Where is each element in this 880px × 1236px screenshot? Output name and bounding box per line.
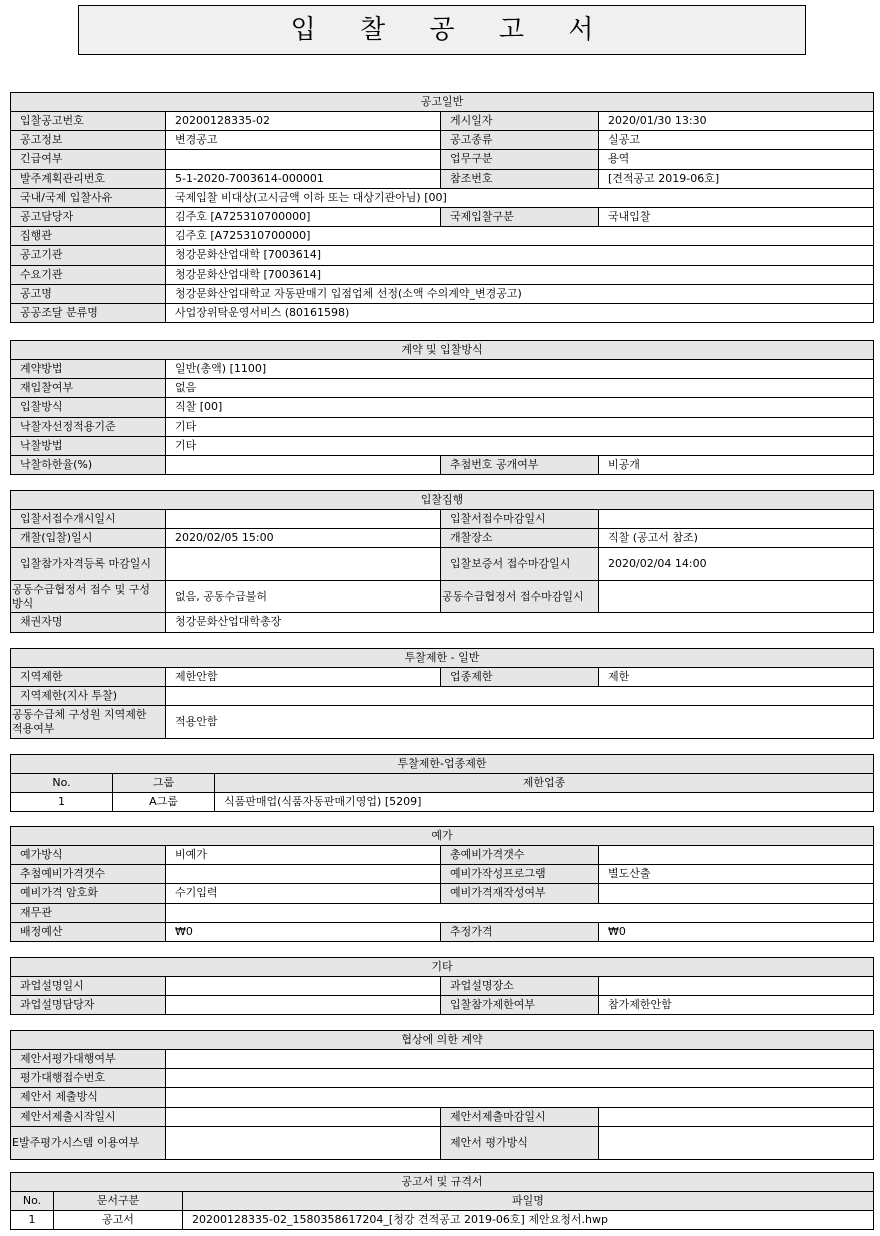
field-label: 개찰(입찰)일시 [11, 529, 166, 548]
field-value: 청강문화산업대학 [7003614] [166, 265, 874, 284]
field-value: 2020/02/04 14:00 [599, 548, 874, 581]
field-value: 국내입찰 [599, 207, 874, 226]
field-value [599, 1126, 874, 1159]
table-header-row [11, 774, 874, 793]
field-value [599, 581, 874, 613]
field-label: 공고담당자 [11, 207, 166, 226]
negotiation-table [10, 1030, 874, 1160]
field-value: [견적공고 2019-06호] [599, 169, 874, 188]
table-row [11, 922, 874, 941]
table-row [11, 613, 874, 632]
column-header: 그룹 [113, 774, 215, 793]
column-header: 파일명 [183, 1192, 874, 1211]
section-header: 공고서 및 규격서 [11, 1173, 874, 1192]
field-value: 기타 [166, 436, 874, 455]
table-row [11, 996, 874, 1015]
table-row [11, 265, 874, 284]
field-label: 제안서제출시작일시 [11, 1107, 166, 1126]
field-label: 국제입찰구분 [441, 207, 599, 226]
field-value [599, 884, 874, 903]
field-value: ₩0 [599, 922, 874, 941]
table-row [11, 207, 874, 226]
field-value: 5-1-2020-7003614-000001 [166, 169, 441, 188]
table-row [11, 846, 874, 865]
table-row [11, 977, 874, 996]
field-label: 총예비가격갯수 [441, 846, 599, 865]
section-header: 협상에 의한 계약 [11, 1031, 874, 1050]
execution-table [10, 490, 874, 633]
field-value: 청강문화산업대학교 자동판매기 입점업체 선정(소액 수의계약_변경공고) [166, 284, 874, 303]
field-value [166, 1088, 874, 1107]
table-row [11, 1050, 874, 1069]
column-header: 제한업종 [215, 774, 874, 793]
table-row [11, 865, 874, 884]
table-row [11, 379, 874, 398]
field-value [166, 1050, 874, 1069]
field-value: 2020/02/05 15:00 [166, 529, 441, 548]
field-value: 없음 [166, 379, 874, 398]
table-row [11, 112, 874, 131]
field-label: 참조번호 [441, 169, 599, 188]
estimate-table [10, 826, 874, 942]
section-header: 투찰제한 - 일반 [11, 649, 874, 668]
table-row [11, 1211, 874, 1230]
field-label: 입찰참가제한여부 [441, 996, 599, 1015]
field-label: 낙찰자선정적용기준 [11, 417, 166, 436]
field-label: 재입찰여부 [11, 379, 166, 398]
field-value [166, 510, 441, 529]
restrict-industry-table [10, 754, 874, 812]
table-row [11, 668, 874, 687]
field-value [599, 846, 874, 865]
field-value [166, 150, 441, 169]
table-row [11, 793, 874, 812]
field-value: 사업장위탁운영서비스 (80161598) [166, 303, 874, 322]
field-label: 공동수급체 구성원 지역제한 적용여부 [11, 706, 166, 739]
field-label: 계약방법 [11, 360, 166, 379]
table-row [11, 436, 874, 455]
field-value [166, 548, 441, 581]
field-label: 추첨번호 공개여부 [441, 455, 599, 474]
section-header: 공고일반 [11, 93, 874, 112]
documents-table [10, 1172, 874, 1230]
table-row [11, 903, 874, 922]
field-value: 직찰 [00] [166, 398, 874, 417]
document-type: 공고서 [54, 1211, 183, 1230]
section-header: 예가 [11, 827, 874, 846]
column-header: No. [11, 774, 113, 793]
section-header: 투찰제한-업종제한 [11, 755, 874, 774]
field-label: 집행관 [11, 227, 166, 246]
field-value: 비예가 [166, 846, 441, 865]
table-row [11, 188, 874, 207]
table-row [11, 360, 874, 379]
row-number: 1 [11, 793, 113, 812]
table-row [11, 1107, 874, 1126]
field-label: 예비가격재작성여부 [441, 884, 599, 903]
field-value: 기타 [166, 417, 874, 436]
table-row [11, 284, 874, 303]
row-number: 1 [11, 1211, 54, 1230]
field-label: 입찰참가자격등록 마감일시 [11, 548, 166, 581]
table-row [11, 131, 874, 150]
field-label: 게시일자 [441, 112, 599, 131]
field-label: 지역제한(지사 투찰) [11, 687, 166, 706]
table-row [11, 227, 874, 246]
field-label: 입찰방식 [11, 398, 166, 417]
field-value: ₩0 [166, 922, 441, 941]
field-value: 국제입찰 비대상(고시금액 이하 또는 대상기관아님) [00] [166, 188, 874, 207]
field-label: 입찰서접수개시일시 [11, 510, 166, 529]
field-value [599, 510, 874, 529]
file-name-link[interactable]: 20200128335-02_1580358617204_[청강 견적공고 2019-06호] 제안요청서.hwp [183, 1211, 874, 1230]
field-label: 개찰장소 [441, 529, 599, 548]
field-value [166, 977, 441, 996]
field-value [599, 1107, 874, 1126]
field-label: 입찰서접수마감일시 [441, 510, 599, 529]
table-row [11, 1126, 874, 1159]
field-value: 용역 [599, 150, 874, 169]
section-header: 입찰집행 [11, 491, 874, 510]
general-table [10, 92, 874, 323]
field-label: 과업설명일시 [11, 977, 166, 996]
table-row [11, 529, 874, 548]
field-value: 변경공고 [166, 131, 441, 150]
field-label: 공공조달 분류명 [11, 303, 166, 322]
field-label: 입찰공고번호 [11, 112, 166, 131]
field-label: 제안서평가대행여부 [11, 1050, 166, 1069]
table-row [11, 246, 874, 265]
table-row [11, 706, 874, 739]
industry-cell: 식품판매업(식품자동판매기영업) [5209] [215, 793, 874, 812]
field-value: 김주호 [A725310700000] [166, 207, 441, 226]
field-label: 입찰보증서 접수마감일시 [441, 548, 599, 581]
table-row [11, 548, 874, 581]
section-header: 기타 [11, 958, 874, 977]
field-label: 추첨예비가격갯수 [11, 865, 166, 884]
field-label: 공고기관 [11, 246, 166, 265]
table-row [11, 687, 874, 706]
field-value [166, 1069, 874, 1088]
field-label: 공고정보 [11, 131, 166, 150]
field-value: 2020/01/30 13:30 [599, 112, 874, 131]
field-label: 국내/국제 입찰사유 [11, 188, 166, 207]
field-label: 예가방식 [11, 846, 166, 865]
field-value [166, 865, 441, 884]
field-value [166, 996, 441, 1015]
field-value: 별도산출 [599, 865, 874, 884]
table-row [11, 1088, 874, 1107]
field-label: 낙찰방법 [11, 436, 166, 455]
field-label: 제안서 평가방식 [441, 1126, 599, 1159]
field-label: 업종제한 [441, 668, 599, 687]
field-label: 긴급여부 [11, 150, 166, 169]
field-value [166, 687, 874, 706]
field-value: 직찰 (공고서 참조) [599, 529, 874, 548]
group-cell: A그룹 [113, 793, 215, 812]
field-label: 평가대행접수번호 [11, 1069, 166, 1088]
table-row [11, 398, 874, 417]
etc-table [10, 957, 874, 1015]
field-label: 과업설명장소 [441, 977, 599, 996]
table-header-row [11, 1192, 874, 1211]
field-value: 청강문화산업대학 [7003614] [166, 246, 874, 265]
field-label: 배정예산 [11, 922, 166, 941]
field-label: 공동수급협정서 접수 및 구성방식 [11, 581, 166, 613]
field-label: 제안서 제출방식 [11, 1088, 166, 1107]
field-label: 지역제한 [11, 668, 166, 687]
table-row [11, 884, 874, 903]
field-label: 업무구분 [441, 150, 599, 169]
field-value: 20200128335-02 [166, 112, 441, 131]
table-row [11, 169, 874, 188]
table-row [11, 455, 874, 474]
table-row [11, 581, 874, 613]
field-label: 재무관 [11, 903, 166, 922]
table-row [11, 1069, 874, 1088]
table-row [11, 303, 874, 322]
field-value: 제한 [599, 668, 874, 687]
field-value: 제한안함 [166, 668, 441, 687]
field-value [166, 1107, 441, 1126]
field-label: 공고종류 [441, 131, 599, 150]
table-row [11, 510, 874, 529]
column-header: 문서구분 [54, 1192, 183, 1211]
field-value [599, 977, 874, 996]
field-value: 실공고 [599, 131, 874, 150]
field-value: 참가제한안함 [599, 996, 874, 1015]
field-label: E발주평가시스템 이용여부 [11, 1126, 166, 1159]
field-value: 없음, 공동수급불허 [166, 581, 441, 613]
field-label: 수요기관 [11, 265, 166, 284]
field-value: 수기입력 [166, 884, 441, 903]
field-label: 낙찰하한율(%) [11, 455, 166, 474]
table-row [11, 150, 874, 169]
field-label: 공동수급협정서 접수마감일시 [441, 581, 599, 613]
section-header: 계약 및 입찰방식 [11, 341, 874, 360]
page-title: 입 찰 공 고 서 [78, 5, 806, 55]
field-value: 적용안함 [166, 706, 874, 739]
field-value: 비공개 [599, 455, 874, 474]
restrict-general-table [10, 648, 874, 739]
column-header: No. [11, 1192, 54, 1211]
field-label: 채권자명 [11, 613, 166, 632]
field-label: 추정가격 [441, 922, 599, 941]
field-label: 발주계획관리번호 [11, 169, 166, 188]
contract-table [10, 340, 874, 475]
field-label: 예비가작성프로그램 [441, 865, 599, 884]
table-row [11, 417, 874, 436]
field-value: 일반(총액) [1100] [166, 360, 874, 379]
field-value [166, 455, 441, 474]
field-value: 김주호 [A725310700000] [166, 227, 874, 246]
field-value: 청강문화산업대학총장 [166, 613, 874, 632]
field-label: 과업설명담당자 [11, 996, 166, 1015]
field-label: 예비가격 암호화 [11, 884, 166, 903]
field-label: 제안서제출마감일시 [441, 1107, 599, 1126]
field-label: 공고명 [11, 284, 166, 303]
field-value [166, 903, 874, 922]
field-value [166, 1126, 441, 1159]
